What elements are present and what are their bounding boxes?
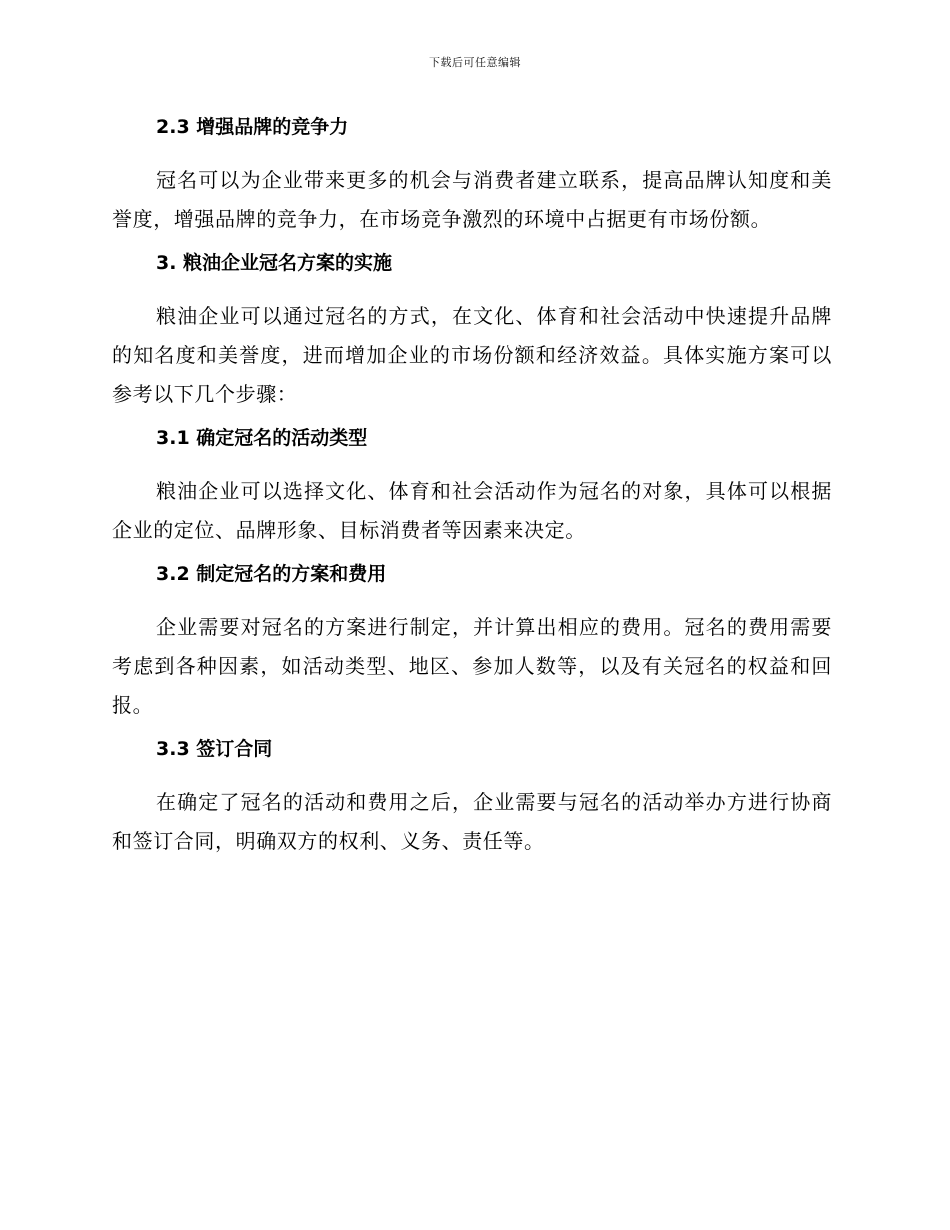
section-paragraph-3: 粮油企业可以通过冠名的方式，在文化、体育和社会活动中快速提升品牌的知名度和美誉度，进而增加企业的市场份额和经济效益。具体实施方案可以参考以下几个步骤： [112, 304, 832, 406]
section-paragraph-3-3: 在确定了冠名的活动和费用之后，企业需要与冠名的活动举办方进行协商和签订合同，明确双方的权利、义务、责任等。 [112, 790, 832, 853]
section-heading-3: 3. 粮油企业冠名方案的实施 [156, 252, 393, 274]
section-heading-3-1: 3.1 确定冠名的活动类型 [156, 427, 368, 449]
section-heading-3-2: 3.2 制定冠名的方案和费用 [156, 563, 387, 585]
section-paragraph-2-3: 冠名可以为企业带来更多的机会与消费者建立联系，提高品牌认知度和美誉度，增强品牌的竞争力，在市场竞争激烈的环境中占据更有市场份额。 [112, 168, 832, 231]
section-heading-3-3: 3.3 签订合同 [156, 738, 273, 760]
document-body [112, 112, 832, 870]
section-paragraph-3-2: 企业需要对冠名的方案进行制定，并计算出相应的费用。冠名的费用需要考虑到各种因素，如活动类型、地区、参加人数等，以及有关冠名的权益和回报。 [112, 615, 832, 717]
header-note: 下载后可任意编辑 [429, 56, 521, 69]
section-paragraph-3-1: 粮油企业可以选择文化、体育和社会活动作为冠名的对象，具体可以根据企业的定位、品牌形象、目标消费者等因素来决定。 [112, 479, 832, 542]
section-heading-2-3: 2.3 增强品牌的竞争力 [156, 116, 349, 138]
